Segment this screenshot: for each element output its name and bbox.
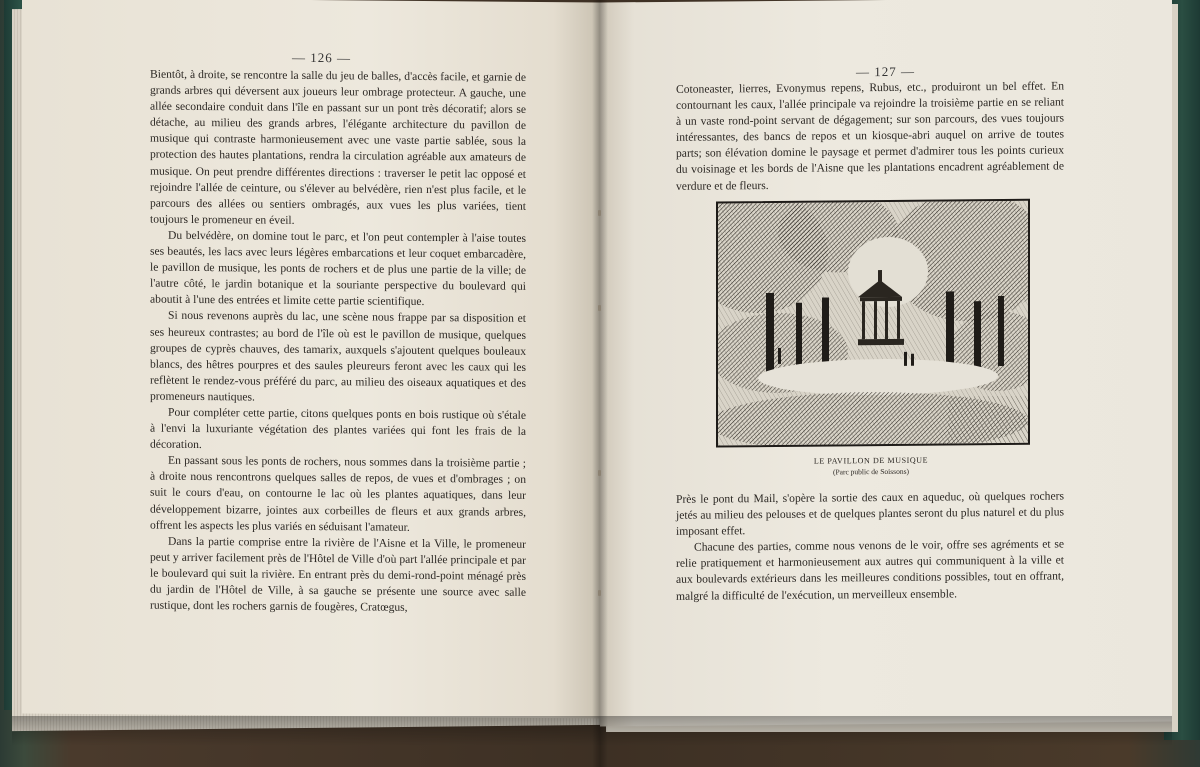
illustration-caption [716, 455, 1026, 478]
paragraph: Chacune des parties, comme nous venons de le voir, offre ses agréments et se relie pratiquement et harmonieusement aux autres qui communiquent à la ville et aux boulevards extérieurs dans les meilleures conditions possibles, tout en offrant, malgré la difficulté de l'exécution, un merveilleux ensemble. [676, 537, 1064, 603]
left-page-text [150, 67, 526, 617]
paragraph: Près le pont du Mail, s'opère la sortie des caux en aqueduc, où quelques rochers jetés au milieu des pelouses et de quelques plantes seront du plus naturel et du plus imposant effet. [676, 489, 1064, 539]
right-page [600, 0, 1172, 726]
paragraph: Dans la partie comprise entre la rivière de l'Aisne et la Ville, le promeneur peut y arriver facilement près de l'Hôtel de Ville d'où part l'allée principale et par le boulevard qui suit la rivière. En entrant près du demi-rond-point ménagé près du jardin de l'Hôtel de Ville, à sa gauche se présente une source avec salle rustique, dont les rochers garnis de fougères, Cratœgus, [150, 534, 526, 614]
book-gutter [592, 0, 608, 767]
paragraph: En passant sous les ponts de rochers, nous sommes dans la troisième partie ; à droite nous rencontrons quelques salles de repos, de vues et d'ombrages ; on suit le cours d'eau, on contourne le lac où les plantes aquatiques, dans leur développement bizarre, jointes aux corbeilles de fleurs et aux grands arbres, offrent les aspects les plus variés en séduisant l'amateur. [150, 454, 526, 534]
paragraph: Du belvédère, on domine tout le parc, et l'on peut contempler à l'aise toutes ses beautés, les lacs avec leurs légères embarcations et leur coquet embarcadère, le pavillon de musique, les ponts de rochers et de plus une partie de la ville; de l'autre côté, le jardin botanique et la souriante perspective du boulevard qui aboutit à l'une des entrées et limite cette partie scientifique. [150, 228, 526, 309]
binding-stitch [598, 590, 601, 596]
binding-stitch [598, 305, 601, 311]
page-number-right: — 127 — [856, 63, 915, 80]
page-number-left: — 126 — [292, 49, 351, 66]
left-page [22, 0, 600, 719]
engraving-illustration [716, 199, 1030, 448]
paragraph: Pour compléter cette partie, citons quelques ponts en bois rustique où s'étale à l'envi la luxuriante végétation des plantes variées qui font les frais de la décoration. [150, 405, 526, 452]
right-page-text-bottom [676, 488, 1064, 604]
binding-stitch [598, 470, 601, 476]
right-page-text-top [676, 78, 1064, 194]
binding-stitch [598, 210, 601, 216]
paragraph: Si nous revenons auprès du lac, une scène nous frappe par sa disposition et ses heureux contrastes; au bord de l'île où est le pavillon de musique, quelques groupes de cyprès chauves, des tamarix, auxquels s'ajoutent quelques bouleaux blancs, des hêtres pourpres et des saules pleureurs feront avec les caux qui les reflètent le rendez-vous préféré du parc, au milieu des oiseaux aquatiques et des promeneurs nautiques. [150, 309, 526, 404]
page-shadow [12, 716, 1172, 746]
caption-subtitle: (Parc public de Soissons) [832, 466, 910, 477]
caption-title: LE PAVILLON DE MUSIQUE [813, 455, 929, 466]
paragraph: Cotoneaster, lierres, Evonymus repens, Rubus, etc., produiront un bel effet. En contournant les caux, l'allée principale va rejoindre la troisième partie en se reliant à un vaste rond-point servant de dégagement; sur son parcours, des vues toujours intéressantes, des bancs de repos et un kiosque-abri auquel on arrive de toutes parts; son élévation domine le paysage et permet d'admirer tous les points curieux du voisinage et les bords de l'Aisne que les plantations encadrent agréablement de verdure et de fleurs. [676, 79, 1064, 193]
pavilion-engraving [718, 201, 1028, 446]
paragraph: Bientôt, à droite, se rencontre la salle du jeu de balles, d'accès facile, et garnie de grands arbres qui déversent aux joueurs leur ombrage protecteur. A gauche, une allée secondaire conduit dans l'île en passant sur un pont très décoratif; alors se détache, au milieu des grands arbres, l'élégante architecture du pavillon de musique qui contraste harmonieusement avec une vaste partie sablée, sous la protection des hautes plantations, rendra la circulation agréable aux amateurs de musique. On peut prendre différentes directions : traverser le petit lac opposé et rejoindre l'allée de ceinture, ou s'élever au belvédère, rien n'est plus facile, et le parcours des allées ou sentiers ombragés, aux vues les plus variées, tient toujours le promeneur en éveil. [150, 67, 526, 227]
